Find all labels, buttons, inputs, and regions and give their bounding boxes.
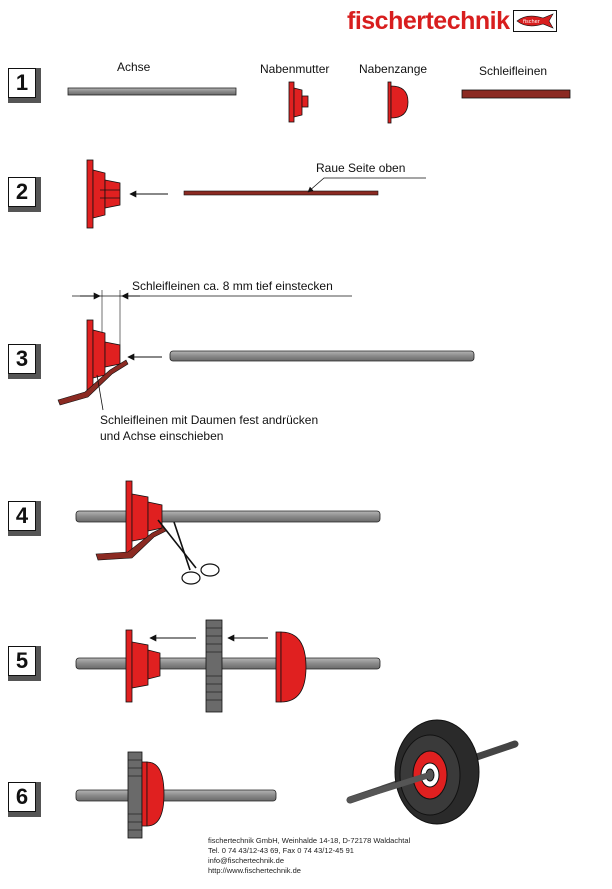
axle-step5 (76, 658, 380, 669)
label-press-line2: und Achse einschieben (100, 429, 224, 443)
label-rough-side: Raue Seite oben (316, 161, 406, 175)
footer-address: fischertechnik GmbH, Weinhalde 14-18, D-72178 Waldachtal (208, 836, 411, 845)
hub-nut-step5 (126, 630, 160, 702)
footer-phone: Tel. 0 74 43/12-43 69, Fax 0 74 43/12-45 91 (208, 846, 354, 855)
svg-text:fischer: fischer (522, 19, 540, 25)
footer-website: http://www.fischertechnik.de (208, 866, 301, 875)
scissors-icon (158, 520, 219, 584)
hub-collet-step6 (142, 762, 164, 826)
hub-collet-part (388, 82, 408, 123)
footer-email: info@fischertechnik.de (208, 856, 284, 865)
step-number: 2 (15, 179, 29, 204)
step-number: 6 (15, 784, 29, 809)
step-number: 3 (15, 346, 29, 371)
label-hub-collet: Nabenzange (359, 62, 428, 76)
label-abrasive-cloth: Schleifleinen (479, 64, 548, 78)
hub-collet-step5 (276, 632, 306, 702)
gear-wheel-step5 (206, 620, 222, 712)
hub-nut-part (289, 82, 308, 122)
step-number: 5 (15, 648, 29, 673)
hub-nut-step2 (87, 160, 120, 228)
label-hub-nut: Nabenmutter (260, 62, 330, 76)
gear-wheel-step6 (128, 752, 142, 838)
label-axle: Achse (117, 60, 151, 74)
axle-step6 (76, 790, 276, 801)
abrasive-cloth-part (462, 90, 570, 98)
logo-text-fischer: fischer (347, 6, 426, 35)
axle-part (68, 88, 236, 95)
axle-step4 (76, 511, 380, 522)
label-press-line1: Schleifleinen mit Daumen fest andrücken (100, 413, 319, 427)
label-insert-depth: Schleifleinen ca. 8 mm tief einstecken (132, 279, 333, 293)
axle-step3 (170, 351, 474, 361)
logo-text-technik: technik (425, 6, 510, 35)
step-number: 4 (15, 503, 29, 528)
abrasive-cloth-strip-step2 (184, 191, 378, 195)
step-number: 1 (15, 70, 29, 95)
assembled-wheel (350, 720, 515, 824)
